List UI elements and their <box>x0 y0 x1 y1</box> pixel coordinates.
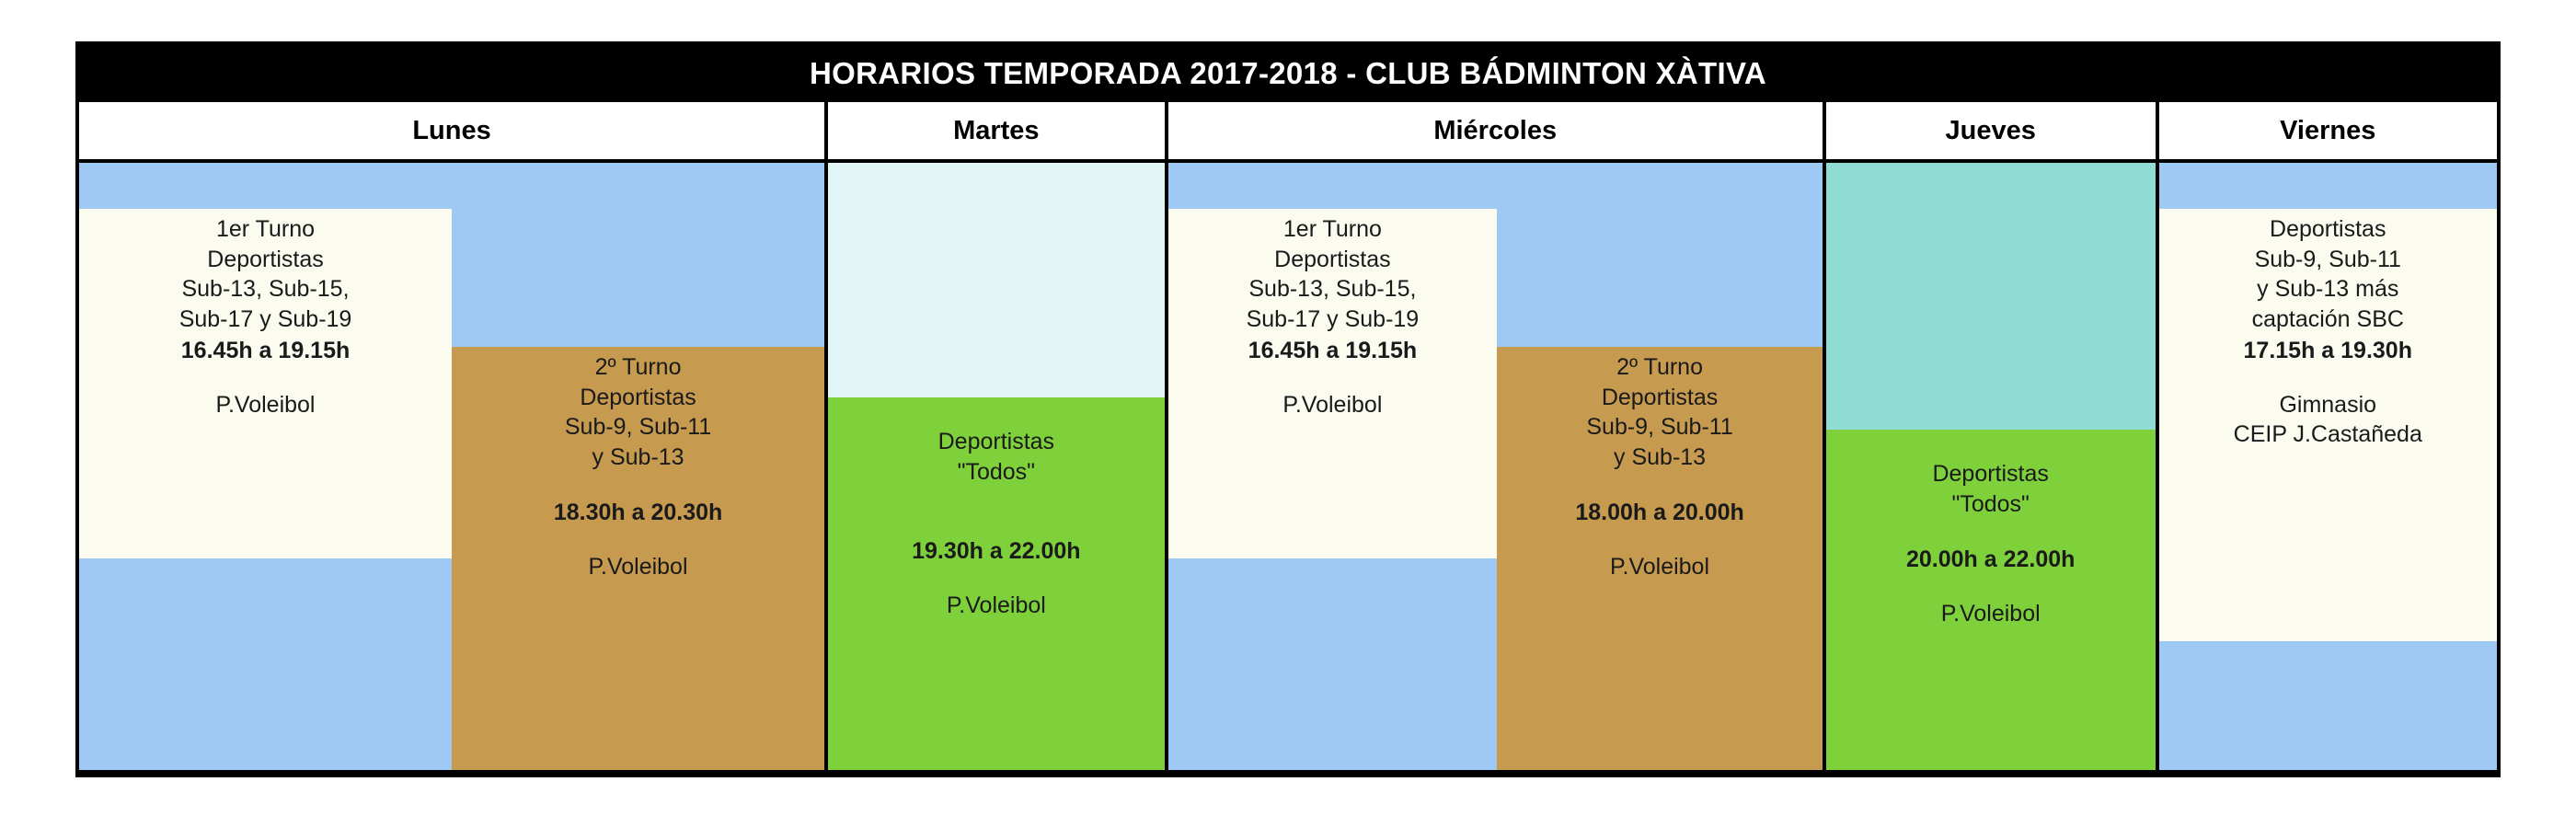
session-miercoles-turno2[interactable] <box>1497 347 1823 770</box>
session-place: P.Voleibol <box>946 592 1046 618</box>
session-line: Sub-17 y Sub-19 <box>1246 305 1420 332</box>
day-column-miercoles <box>1168 163 1823 770</box>
session-line: 2º Turno <box>1616 354 1703 380</box>
session-line: y Sub-13 más <box>2257 276 2399 302</box>
session-lunes-turno1[interactable] <box>79 209 452 558</box>
session-line: Deportistas <box>1274 246 1391 272</box>
session-line: Sub-17 y Sub-19 <box>178 305 352 332</box>
session-place: CEIP J.Castañeda <box>2233 421 2422 447</box>
miercoles-lane-1 <box>1168 163 1498 770</box>
day-column-jueves <box>1826 163 2156 770</box>
session-line: Deportistas <box>1932 461 2049 487</box>
session-miercoles-turno1[interactable] <box>1168 209 1498 558</box>
lunes-lane-1 <box>79 163 452 770</box>
session-line: Sub-9, Sub-11 <box>2254 246 2401 272</box>
day-header-martes: Martes <box>828 102 1165 159</box>
session-hours: 17.15h a 19.30h <box>2243 338 2412 363</box>
session-line: "Todos" <box>957 458 1036 485</box>
day-column-lunes <box>79 163 824 770</box>
session-line: Sub-9, Sub-11 <box>1586 414 1733 440</box>
session-hours: 18.30h a 20.30h <box>553 500 723 525</box>
session-line: 2º Turno <box>594 354 682 380</box>
schedule-table <box>75 41 2501 777</box>
session-line: Sub-13, Sub-15, <box>181 276 350 302</box>
day-column-martes <box>828 163 1165 770</box>
session-place: Gimnasio <box>2279 391 2377 418</box>
day-header-viernes: Viernes <box>2159 102 2498 159</box>
session-hours: 16.45h a 19.15h <box>1248 338 1418 363</box>
session-place: P.Voleibol <box>215 391 316 418</box>
session-hours: 16.45h a 19.15h <box>180 338 351 363</box>
jueves-idle-block <box>1826 163 2156 430</box>
session-line: "Todos" <box>1951 490 2030 517</box>
day-header-lunes: Lunes <box>79 102 824 159</box>
schedule-body <box>79 163 2497 770</box>
session-line: Sub-9, Sub-11 <box>564 414 712 440</box>
session-line: Deportistas <box>937 429 1055 454</box>
session-line: Sub-13, Sub-15, <box>1248 276 1417 302</box>
session-jueves[interactable] <box>1826 430 2156 770</box>
day-header-row <box>79 102 2497 163</box>
lunes-lane-2 <box>452 163 824 770</box>
session-hours: 18.00h a 20.00h <box>1575 500 1744 525</box>
schedule-title: HORARIOS TEMPORADA 2017-2018 - CLUB BÁDMINTON XÀTIVA <box>79 45 2497 102</box>
miercoles-lane-2 <box>1497 163 1823 770</box>
session-line: y Sub-13 <box>1614 443 1707 470</box>
session-viernes[interactable] <box>2159 209 2498 641</box>
session-line: Deportistas <box>207 246 324 272</box>
session-line: captación SBC <box>2251 305 2404 332</box>
session-hours: 20.00h a 22.00h <box>1905 546 2076 572</box>
session-martes[interactable] <box>828 397 1165 770</box>
session-line: 1er Turno <box>1282 216 1382 242</box>
session-line: Deportistas <box>2270 216 2386 242</box>
martes-idle-block <box>828 163 1165 397</box>
session-line: Deportistas <box>580 384 696 410</box>
session-place: P.Voleibol <box>1940 600 2041 626</box>
session-line: 1er Turno <box>216 216 316 242</box>
session-hours: 19.30h a 22.00h <box>912 538 1081 564</box>
session-line: y Sub-13 <box>592 443 684 470</box>
day-header-jueves: Jueves <box>1826 102 2156 159</box>
day-column-viernes <box>2159 163 2498 770</box>
session-lunes-turno2[interactable] <box>452 347 824 770</box>
session-place: P.Voleibol <box>1282 391 1383 418</box>
session-place: P.Voleibol <box>1610 553 1710 580</box>
session-line: Deportistas <box>1601 384 1719 410</box>
session-place: P.Voleibol <box>588 553 688 580</box>
day-header-miercoles: Miércoles <box>1168 102 1823 159</box>
